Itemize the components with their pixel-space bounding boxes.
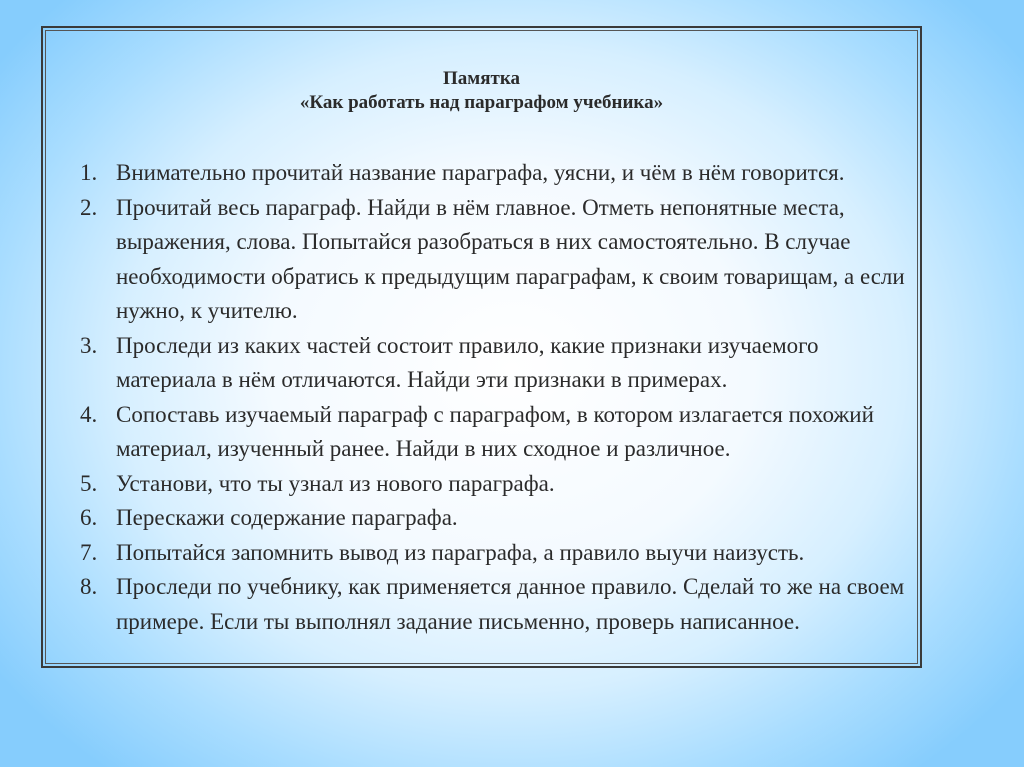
rule-number: 1. (80, 160, 98, 185)
memo-frame (41, 26, 922, 668)
rule-text: Проследи по учебнику, как применяется данное правило. Сделай то же на своем примере. Если ты выполнял задание письменно, проверь написанное. (116, 574, 905, 634)
memo-frame-inner (45, 30, 918, 664)
rule-number: 8. (80, 574, 98, 599)
rule-text: Попытайся запомнить вывод из параграфа, а правило выучи наизусть. (116, 539, 805, 565)
rule-text: Сопоставь изучаемый параграф с параграфом, в котором излагается похожий материал, изученный ранее. Найди в них сходное и различное. (116, 401, 874, 461)
rule-text: Перескажи содержание параграфа. (116, 505, 458, 530)
rule-text: Прочитай весь параграф. Найди в нём главное. Отметь непонятные места, выражения, слова. Попытайся разобраться в них самостоятельно. В случае необходимости обратись к предыдущим параграфам, к своим товарищам, а если нужно, к учителю. (116, 194, 905, 323)
rules-list (80, 156, 910, 639)
memo-subtitle: «Как работать над параграфом учебника» (299, 92, 664, 113)
rule-item-4 (80, 398, 910, 467)
rule-number: 6. (80, 505, 98, 530)
memo-heading (46, 67, 917, 115)
rule-number: 4. (80, 401, 98, 427)
rule-item-7 (80, 536, 910, 571)
rule-number: 2. (80, 194, 98, 220)
rule-item-3 (80, 329, 910, 398)
rule-text: Внимательно прочитай название параграфа, уясни, и чём в нём говорится. (116, 160, 845, 185)
rule-item-6 (80, 501, 910, 536)
rule-item-8 (80, 570, 910, 639)
rule-number: 7. (80, 539, 98, 565)
rule-item-5 (80, 467, 910, 502)
rule-text: Установи, что ты узнал из нового параграфа. (116, 470, 555, 496)
rule-number: 3. (80, 332, 98, 358)
rule-number: 5. (80, 470, 98, 496)
rule-item-1 (80, 156, 910, 191)
rule-text: Проследи из каких частей состоит правило, какие признаки изучаемого материала в нём отличаются. Найди эти признаки в примерах. (116, 332, 819, 392)
rule-item-2 (80, 191, 910, 329)
memo-title: Памятка (443, 68, 520, 89)
